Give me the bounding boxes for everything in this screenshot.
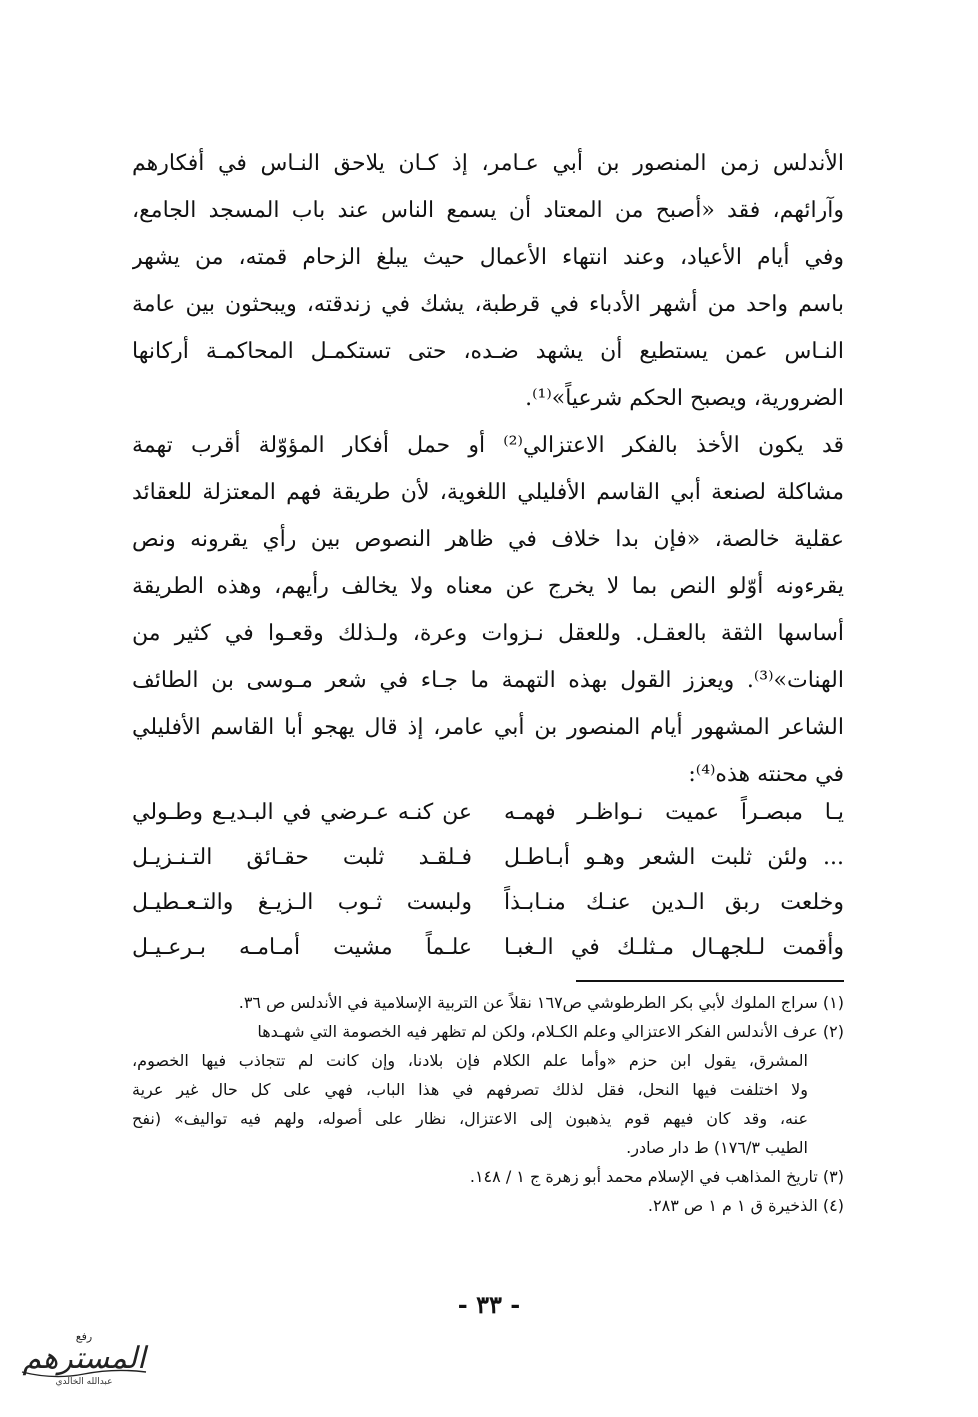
footnote-1 — [132, 988, 844, 1017]
page-number: - ٣٣ - — [457, 1290, 521, 1319]
footnote-marker: (٢) — [822, 1022, 844, 1041]
svg-text:عبدالله الخالدي: عبدالله الخالدي — [55, 1377, 113, 1387]
footnote-marker: (٤) — [822, 1196, 844, 1215]
footnote-continuation: عنه، وقد كان فيهم قوم يذهبون إلى الاعتزال، نظار على أصوله، ولهم فيه تواليف» (نفح — [132, 1109, 808, 1128]
paragraph-line: أساسها الثقة بالعقـل. وللعقل نـزوات وعرة، ولـذلك وقعـوا في كثير من — [132, 621, 844, 646]
poem-hemistich-first: ... ولئن ثلبت الشعر وهـو أبـاطـل — [504, 845, 844, 870]
paragraph-line: الشاعر المشهور أيام المنصور بن أبي عامر، إذ قال يهجو أبا القاسم الأفليلي — [132, 715, 844, 740]
footnote-marker: (١) — [822, 993, 844, 1012]
footnote-text: تاريخ المذاهب في الإسلام محمد أبو زهرة ج ١ / ١٤٨. — [469, 1167, 818, 1186]
poem-hemistich-second: عن كنـه عـرضي في البـديـع وطـولي — [132, 800, 472, 825]
paragraph-2 — [132, 422, 844, 798]
paragraph-line: وآرائهم، فقد «أصبح من المعتاد أن يسمع الناس عند باب المسجد الجامع، — [132, 198, 844, 223]
poem — [132, 790, 844, 970]
footnote-3 — [132, 1162, 844, 1191]
library-stamp-logo — [14, 1322, 154, 1390]
footnote-marker: (٣) — [822, 1167, 844, 1186]
poem-hemistich-second: علـماً مشيت أمـامـه بـرعـيـل — [132, 935, 472, 960]
poem-hemistich-second: ولبست ثـوب الـزيـغ والتـعـطيـل — [132, 890, 472, 915]
poem-verse — [132, 835, 844, 880]
paragraph-line: الأندلس زمن المنصور بن أبي عـامر، إذ كـان يلاحق النـاس في أفكارهم — [132, 151, 844, 176]
footnote-continuation: ولا اختلفت فيها النحل، فقل لذلك تصرفهم في هذا الباب، فهي على كل حال غير عرية — [132, 1080, 808, 1099]
poem-verse — [132, 790, 844, 835]
paragraph-line: وفي أيام الأعياد، وعند انتهاء الأعمال حيث يبلغ الزحام قمته، من يشهر — [132, 245, 844, 270]
footnote-divider — [576, 980, 844, 982]
paragraph-line: عقلية خالصة، «فإن بدا خلاف في ظاهر النصوص بين رأي يقرونه ونص — [132, 527, 844, 552]
svg-text:رفع: رفع — [75, 1330, 93, 1343]
paragraph-line: باسم واحد من أشهر الأدباء في قرطبة، يشك في زندقته، ويبحثون بين عامة — [132, 292, 844, 317]
footnote-continuation: الطيب ١٧٦/٣) ط دار صادر. — [626, 1138, 808, 1157]
footnote-4 — [132, 1191, 844, 1220]
paragraph-line: مشاكلة لصنعة أبي القاسم الأفليلي اللغوية، لأن طريقة فهم المعتزلة للعقائد — [132, 480, 844, 505]
footnotes — [132, 988, 844, 1220]
paragraph-line: النـاس عمن يستطيع أن يشهد ضـده، حتى تستكمـل المحاكمـة أركانها — [132, 339, 844, 364]
paragraph-line: قد يكون الأخذ بالفكر الاعتزالي⁽²⁾ أو حمل أفكار المؤوّلة أقرب تهمة — [132, 433, 844, 458]
footnote-2 — [132, 1017, 844, 1046]
paragraph-1 — [132, 140, 844, 422]
poem-hemistich-first: وأقمت لـلجهـال مـثلـك في الـغبـا — [504, 935, 844, 960]
poem-hemistich-second: فـلقـد ثلبت حقـائق التـنـزيـل — [132, 845, 472, 870]
footnote-text: عرف الأندلس الفكر الاعتزالي وعلم الكـلام، ولكن لم تظهر فيه الخصومة التي شهـدها — [257, 1022, 818, 1041]
paragraph-line: في محنته هذه⁽⁴⁾: — [688, 762, 844, 787]
svg-text:المسترهم: المسترهم — [22, 1341, 146, 1376]
paragraph-line: يقرءونه أوّلو النص بما لا يخرج عن معناه ولا يخالف رأيهم، وهذه الطريقة — [132, 574, 844, 599]
footnote-continuation: المشرق، يقول ابن حزم «وأما علم الكلام فإن بلادنا، وإن كانت لم تتجاذب فيها الخصوم، — [132, 1051, 808, 1070]
footnote-text: سراج الملوك لأبي بكر الطرطوشي ص١٦٧ نقلاً عن التربية الإسلامية في الأندلس ص ٣٦. — [238, 993, 818, 1012]
paragraph-line: الضرورية، ويصبح الحكم شرعياً»⁽¹⁾. — [525, 386, 844, 411]
poem-verse — [132, 880, 844, 925]
footnote-text: الذخيرة ق ١ م ١ ص ٢٨٣. — [647, 1196, 818, 1215]
paragraph-line: الهنات»⁽³⁾. ويعزز القول بهذه التهمة ما جـاء في شعر مـوسى بن الطائف — [132, 668, 844, 693]
poem-verse — [132, 925, 844, 970]
poem-hemistich-first: يـا مبصـراً عميت نـواظـر فهمـه — [504, 800, 844, 825]
poem-hemistich-first: وخلعت ربق الـدين عنـك منـابـذاً — [504, 890, 844, 915]
